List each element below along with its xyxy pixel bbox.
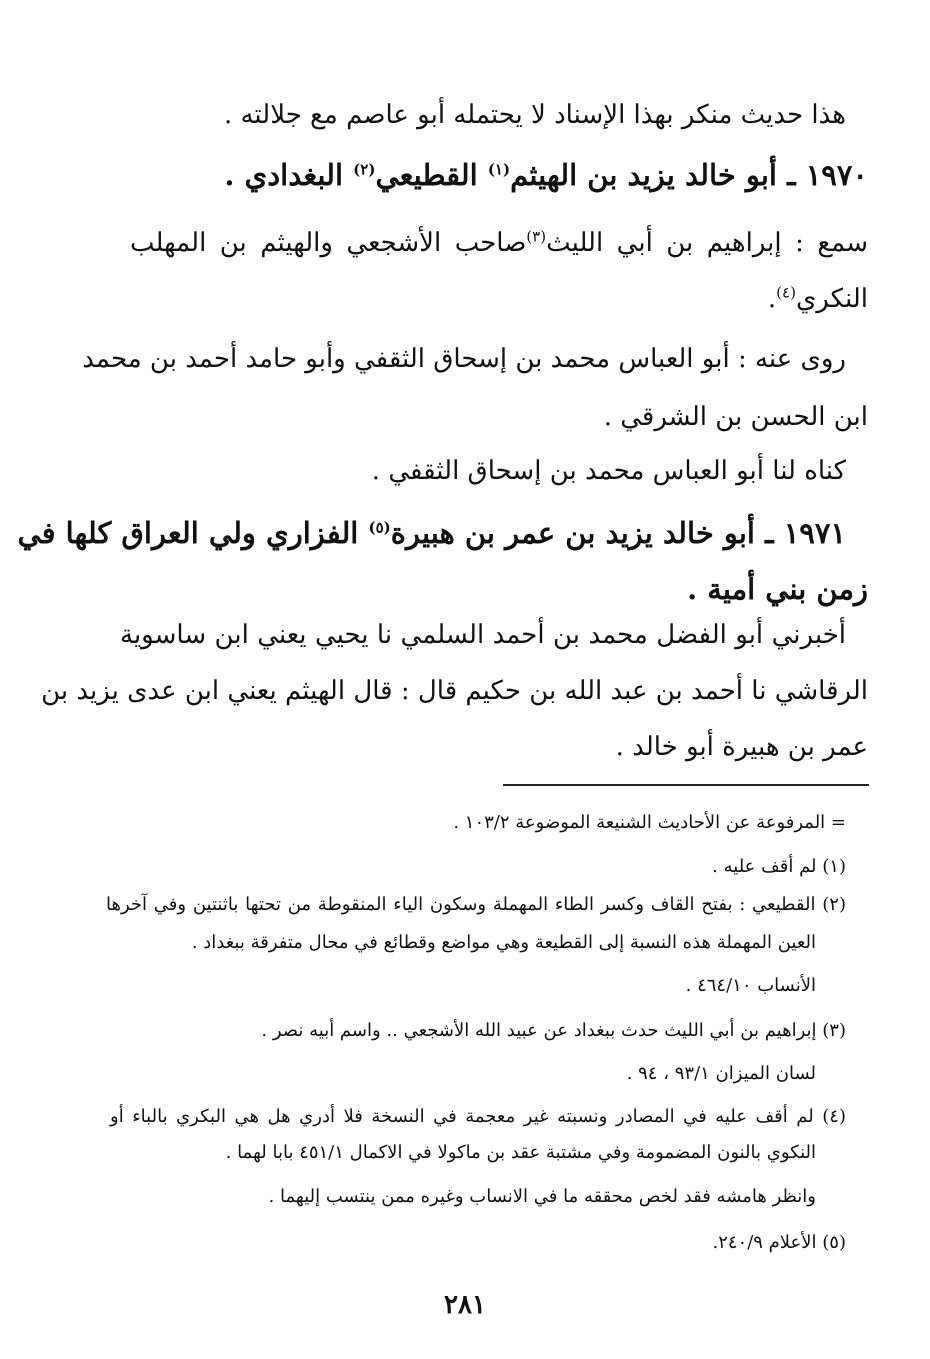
- footnote-3-source: لسان الميزان ٩٣/١ ، ٩٤ .: [626, 1063, 816, 1084]
- entry-1971-heading-line-2: زمن بني أمية .: [687, 572, 868, 606]
- footnote-4: (٤) لم أقف عليه في المصادر ونسبته غير معجمة في النسخة فلا أدري هل هي البكري بالباء أو: [110, 1106, 846, 1127]
- footnote-marker: (٣): [526, 227, 547, 246]
- entry-name: أبو خالد يزيد بن الهيثم: [510, 158, 777, 192]
- entry-number: ١٩٧٠ ـ: [787, 158, 868, 192]
- footnote-2-source: الأنساب ٤٦٤/١٠ .: [685, 975, 816, 996]
- footnote-marker: (٢): [353, 160, 376, 179]
- footnote-2: (٢) القطيعي : بفتح القاف وكسر الطاء المهملة وسكون الياء المنقوطة من تحتها باثنتين وفي آخرها: [106, 894, 846, 915]
- entry-1971-heading: [17, 516, 846, 550]
- entry-1970-heading: [224, 158, 868, 192]
- page-number: ٢٨١: [444, 1290, 486, 1320]
- footnote-5: (٥) الأعلام ٢٤٠/٩.: [712, 1232, 846, 1253]
- text-line-akhbarani-3: عمر بن هبيرة أبو خالد .: [615, 732, 868, 762]
- text-line-rawa-1: روى عنه : أبو العباس محمد بن إسحاق الثقفي وأبو حامد أحمد بن محمد: [82, 344, 846, 374]
- footnote-continuation: = المرفوعة عن الأحاديث الشنيعة الموضوعة ١٠٣/٢ .: [453, 812, 846, 833]
- footnote-3: (٣) إبراهيم بن أبي الليث حدث ببغداد عن عبيد الله الأشجعي .. واسم أبيه نصر .: [261, 1020, 846, 1041]
- footnote-separator: [503, 784, 869, 786]
- footnote-4-cont: النكوي بالنون المضمومة وفي مشتبة عقد بن ماكولا في الاكمال ٤٥١/١ بابا لهما .: [225, 1142, 816, 1163]
- footnote-2-cont: العين المهملة هذه النسبة إلى القطيعة وهي مواضع وقطائع في محال متفرقة ببغداد .: [191, 932, 816, 953]
- footnote-marker: (٥): [368, 518, 391, 537]
- footnote-marker: (٤): [776, 283, 796, 302]
- footnote-1: (١) لم أقف عليه .: [712, 856, 846, 877]
- entry-nisba: القطيعي: [375, 158, 478, 192]
- entry-number: ١٩٧١ ـ: [765, 516, 846, 550]
- text-line-akhbarani-1: أخبرني أبو الفضل محمد بن أحمد السلمي نا يحيي يعني ابن ساسوية: [120, 620, 846, 650]
- text-line-rawa-2: ابن الحسن بن الشرقي .: [603, 402, 868, 432]
- text-line-akhbarani-2: الرقاشي نا أحمد بن عبد الله بن حكيم قال : قال الهيثم يعني ابن عدى يزيد بن: [41, 676, 868, 706]
- footnote-marker: (١): [487, 160, 511, 179]
- footnote-4-note: وانظر هامشه فقد لخص محققه ما في الانساب وغيره ممن ينتسب إليهما .: [268, 1186, 816, 1207]
- text-line-sama-2: النكري$^{(٤)}$.: [767, 283, 868, 314]
- entry-name: أبو خالد يزيد بن عمر بن هبيرة: [390, 516, 755, 550]
- text-line-kunya: كناه لنا أبو العباس محمد بن إسحاق الثقفي .: [371, 456, 846, 486]
- entry-nisba: البغدادي .: [224, 158, 344, 192]
- text-line-sama-1: سمع : إبراهيم بن أبي الليث$^{(٣)}$صاحب الأشجعي والهيثم بن المهلب: [130, 227, 868, 258]
- text-line-munkar: هذا حديث منكر بهذا الإسناد لا يحتمله أبو عاصم مع جلالته .: [223, 100, 846, 130]
- entry-description: الفزاري ولي العراق كلها في: [17, 516, 359, 550]
